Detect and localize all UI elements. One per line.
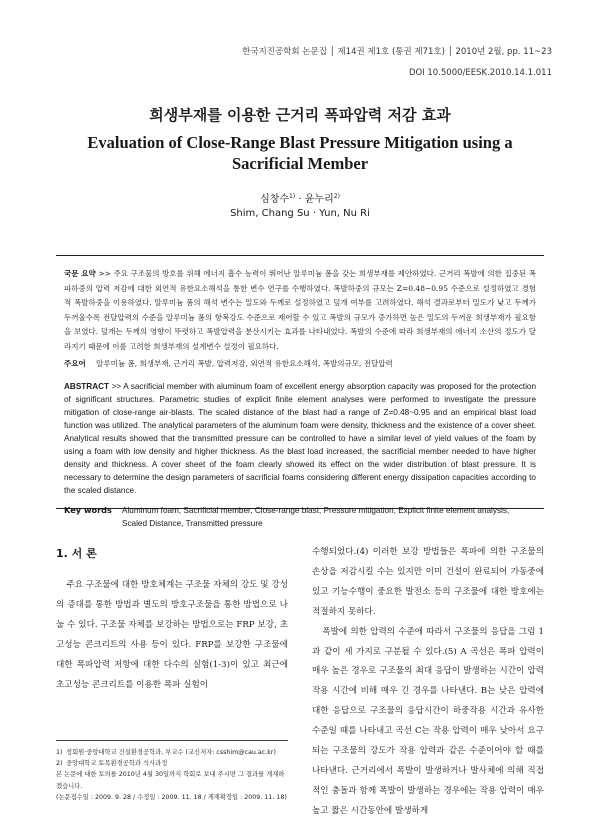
left-column [56,545,288,695]
right-paragraph-2: 폭발에 의한 압력의 수준에 따라서 구조물의 응답을 그림 1과 같이 세 가지로 구분될 수 있다.(5) A 곡선은 폭파 압력이 매우 높은 경우로 구조물의 최대 응답이 발생하는 시간이 압력 작용 시간에 비해 매우 긴 경우를 나타낸다. B는 낮은 압력에 대한 응답으로 구조물의 응답시간이 하중작용 시간과 유사한 수준일 때를 나타내고 곡선 C는 작용 압력이 매우 낮아서 요구되는 구조물의 강도가 작용 압력과 같은 수준이어야 할 때를 나타낸다. 근거리에서 폭발이 발생하거나 발사체에 의해 직접적인 충돌과 함께 폭발이 발생하는 경우에는 작용 압력이 매우 높고 짧은 시간동안에 발생하게 [312,626,544,816]
abstract-english [64,380,536,498]
abstract-korean [64,267,536,355]
submission-dates: (논문접수일 : 2009. 9. 28 / 수정일 : 2009. 11. 18 / 게재확정일 : 2009. 11. 18) [56,793,287,801]
footnote-2 [56,758,288,769]
footnote-1 [56,747,288,758]
abstract-english-label: ABSTRACT [64,381,110,391]
authors-english: Shim, Chang Su · Yun, Nu Ri [230,208,370,219]
keywords-korean-label: 주요어 [64,358,86,368]
keywords-english [64,504,536,530]
keywords-english-label: Key words [64,505,112,516]
keywords-english-text: Aluminum foam, Sacrificial member, Close-range blast, Pressure mitigation, Explicit finite element analysis, Scaled Distance, Transmitted pressure [122,506,510,529]
journal-header: 한국지진공학회 논문집 │ 제14권 제1호 (통권 제71호) │ 2010년 2월, pp. 11~23 [242,47,552,57]
right-paragraph-1: 수행되었다.(4) 이러한 보강 방법들은 폭파에 의한 구조물의 손상을 저감시킬 수는 있지만 이미 건설이 완료되어 가동중에 있고 기능수행이 중요한 발전소 등의 구조물에 대한 방호에는 적절하지 못하다. [312,547,544,617]
title-english: Evaluation of Close-Range Blast Pressure Mitigation using a Sacrificial Member [87,133,513,173]
author-2: 윤누리 [304,194,334,205]
abstract-korean-label: 국문 요약 [64,269,96,278]
discussion-notice: 본 논문에 대한 토의를 2010년 4월 30일까지 학회로 보내 주시면 그 결과를 게재하겠습니다. [56,771,285,790]
title-korean: 희생부재를 이용한 근거리 폭파압력 저감 효과 [149,106,451,124]
author-separator: · [295,194,305,205]
abstract-english-text: >> A sacrificial member with aluminum foam of excellent energy absorption capacity was proposed for the protection of significant structures. Parametric studies of explicit finite element analyses were performed to investigate the pressure mitigation of close-range air-blasts. The scaled distance of the blast had a range of Z=0.48~0.95 and an empirical blast load function was utilized. The analytical parameters of the aluminum foam were density, thickness and the existence of a cover sheet. Analytical results showed that the transmitted pressure can be controlled to have a similar level of yield values of the foam by using a foam with low density and higher thickness. As the blast load increased, the sacrificial member needed to have higher density and thickness. A cover sheet of the foam clearly showed its effect on the wider distribution of blast pressure. It is necessary to determine the design parameters of sacrificial foams considering different energy dissipation capacities according to the scaled distance. [64,381,536,496]
keywords-korean [64,357,536,370]
footnotes [56,740,288,803]
abstract-box [56,255,544,529]
footnote-1-text: 정회원·중앙대학교 건설환경공학과, 부교수 (교신저자: csshim@cau.ac.kr) [66,749,276,756]
abstract-korean-text: >> 주요 구조물의 방호를 위해 에너지 흡수 능력이 뛰어난 알루미늄 폼을 갖는 희생부재를 제안하였다. 근거리 폭발에 의한 집중된 폭파하중의 압력 저감에 대한 외연적 유한요소해석을 통한 변수 연구를 수행하였다. 폭발하중의 규모는 Z=0.48~0.95 수준으로 설정하였고 경험적 폭발하중을 이용하였다. 알루미늄 폼의 해석 변수는 밀도와 두께로 설정하였고 덮개 여부를 고려하였다. 해석 결과로부터 밀도가 낮고 두께가 두꺼울수록 전달압력의 수준을 알루미늄 폼의 항복강도 수준으로 제어할 수 있고 폭발의 규모가 증가하면 높은 밀도의 두꺼운 희생부재가 필요함을 보였다. 덮개는 두께의 영향이 뚜렷하고 폭발압력을 분산시키는 효과를 나타내었다. 폭발의 수준에 따라 희생부재의 에너지 소산의 정도가 달라지기 때문에 이를 고려한 희생부재의 설계변수 설정이 필요하다. [64,269,536,351]
footnote-2-text: 중앙대학교 토목환경공학과 석사과정 [66,760,168,768]
doi: DOI 10.5000/EESK.2010.14.1.011 [408,68,552,78]
author-1-affiliation-mark: 1) [289,193,296,200]
right-column [312,543,544,822]
introduction-paragraph: 주요 구조물에 대한 방호체계는 구조물 자체의 강도 및 강성의 증대를 통한 방법과 별도의 방호구조물을 통한 방법으로 나눌 수 있다. 구조물 자체를 보강하는 방법으로는 FRP 보강, 초고성능 콘크리트의 사용 등이 있다. FRP를 보강한 구조물에 대한 폭파압력 저항에 대한 다수의 실험(1-3)이 있고 최근에 초고성능 콘크리트를 이용한 폭파 실험이 [56,580,288,690]
footnote-2-number: 2) [56,760,63,768]
authors-korean [0,190,600,205]
keywords-korean-text: 알루미늄 폼, 희생부재, 근거리 폭발, 압력저감, 외연적 유한요소해석, 폭발의규모, 전달압력 [96,358,393,368]
footnote-1-number: 1) [56,749,63,756]
author-2-affiliation-mark: 2) [333,193,340,200]
author-1: 심창수 [260,194,290,205]
section-heading: 1. 서 론 [56,547,97,560]
